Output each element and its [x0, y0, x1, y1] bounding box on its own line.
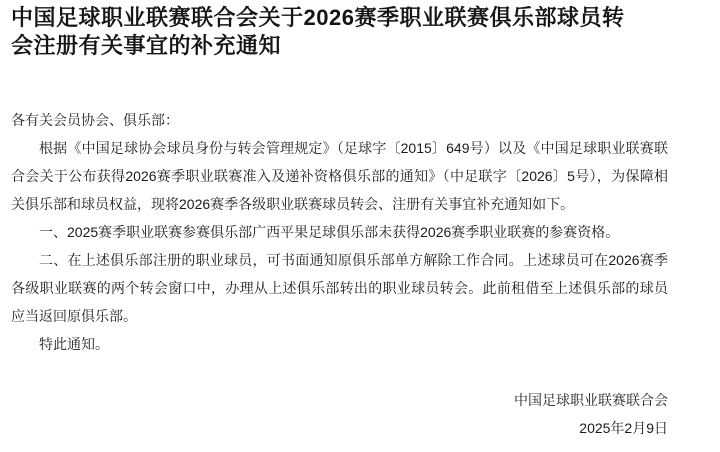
closing-line: 特此通知。	[39, 336, 109, 352]
paragraph-legal-basis: 根据《中国足球协会球员身份与转会管理规定》（足球字〔2015〕649号）以及《中国足球职业联赛联合会关于公布获得2026赛季职业联赛准入及递补资格俱乐部的通知》（中足联字〔2026〕5号），为保障相关俱乐部和球员权益，现将2026赛季各级职业联赛球员转会、注册有关事宜补充通知如下。	[11, 140, 668, 212]
salutation: 各有关会员协会、俱乐部：	[11, 112, 179, 128]
paragraph-item-two: 二、在上述俱乐部注册的职业球员，可书面通知原俱乐部单方解除工作合同。上述球员可在2026赛季各级职业联赛的两个转会窗口中，办理从上述俱乐部转出的职业球员转会。此前租借至上述俱乐部的球员应当返回原俱乐部。	[11, 252, 668, 324]
issue-date: 2025年2月9日	[579, 420, 668, 436]
issuer-signature: 中国足球职业联赛联合会	[514, 392, 668, 408]
notice-body	[11, 106, 668, 442]
notice-title: 中国足球职业联赛联合会关于2026赛季职业联赛俱乐部球员转会注册有关事宜的补充通知	[11, 5, 625, 58]
paragraph-item-one: 一、2025赛季职业联赛参赛俱乐部广西平果足球俱乐部未获得2026赛季职业联赛的参赛资格。	[39, 224, 620, 240]
